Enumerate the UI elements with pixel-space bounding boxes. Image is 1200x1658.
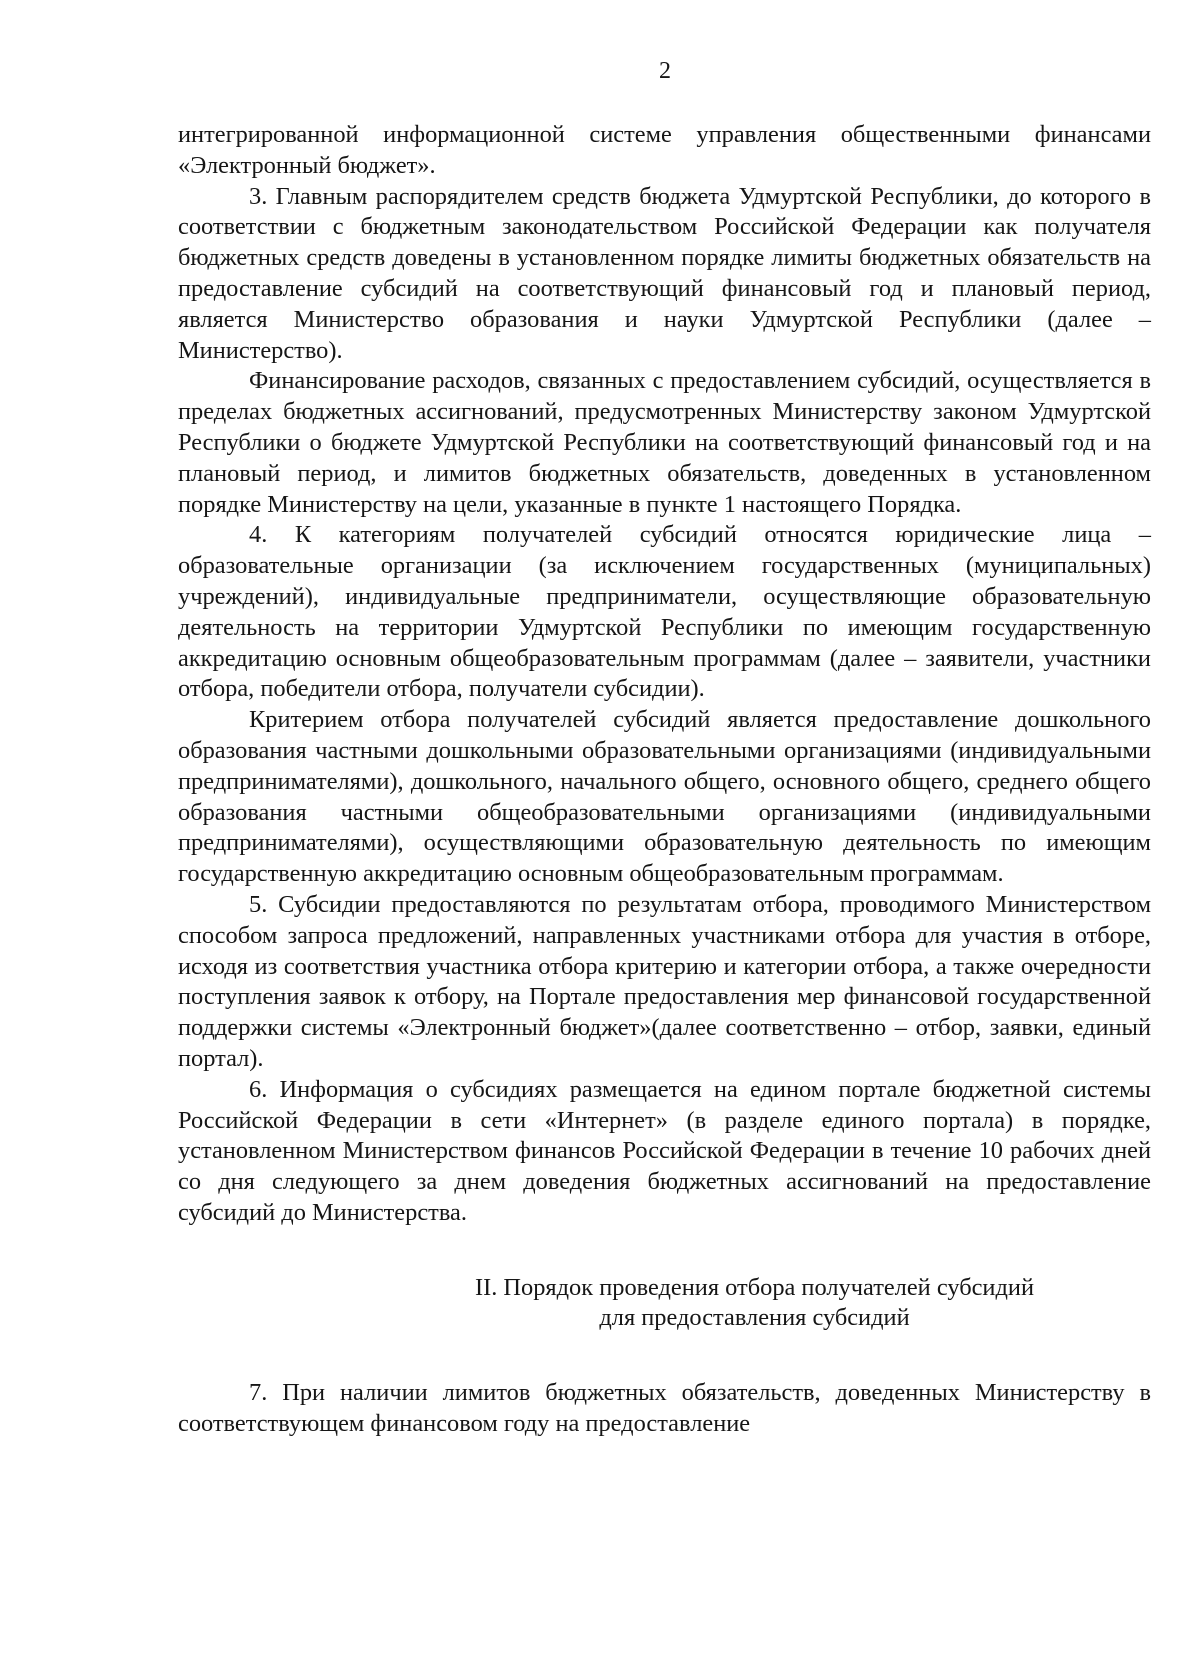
paragraph-continuation: интегрированной информационной системе управления общественными финансами «Электронный бюджет». [178, 121, 1151, 179]
section-heading-line-2: для предоставления субсидий [599, 1304, 910, 1332]
paragraph-3: 3. Главным распорядителем средств бюджета Удмуртской Республики, до которого в соответствии с бюджетным законодательством Российской Федерации как получателя бюджетных средств доведены в установленном порядке лимиты бюджетных обязательств на предоставление субсидий на соответствующий финансовый год и плановый период, является Министерство образования и науки Удмуртской Республики (далее – Министерство). [178, 182, 1151, 364]
page-number: 2 [659, 58, 671, 84]
paragraph-criterion: Критерием отбора получателей субсидий является предоставление дошкольного образования частными дошкольными образовательными организациями (индивидуальными предпринимателями), дошкольного, начального общего, основного общего, среднего общего образования частными общеобразовательными организациями (индивидуальными предпринимателями), осуществляющими образовательную деятельность по имеющим государственную аккредитацию основным общеобразовательным программам. [178, 706, 1151, 888]
paragraph-6: 6. Информация о субсидиях размещается на едином портале бюджетной системы Российской Федерации в сети «Интернет» (в разделе единого портала) в порядке, установленном Министерством финансов Российской Федерации в течение 10 рабочих дней со дня следующего за днем доведения бюджетных ассигнований на предоставление субсидий до Министерства. [178, 1075, 1151, 1226]
paragraph-7: 7. При наличии лимитов бюджетных обязательств, доведенных Министерству в соответствующем финансовом году на предоставление [178, 1379, 1151, 1438]
paragraph-5: 5. Субсидии предоставляются по результатам отбора, проводимого Министерством способом запроса предложений, направленных участниками отбора для участия в отборе, исходя из соответствия участника отбора критерию и категории отбора, а также очередности поступления заявок к отбору, на Портале предоставления мер финансовой государственной поддержки системы «Электронный бюджет»(далее соответственно – отбор, заявки, единый портал). [178, 890, 1151, 1072]
section-heading-line-1: II. Порядок проведения отбора получателей субсидий [474, 1273, 1035, 1301]
paragraph-4: 4. К категориям получателей субсидий относятся юридические лица – образовательные организации (за исключением государственных (муниципальных) учреждений), индивидуальные предприниматели, осуществляющие образовательную деятельность на территории Удмуртской Республики по имеющим государственную аккредитацию основным общеобразовательным программам (далее – заявители, участники отбора, победители отбора, получатели субсидии). [178, 521, 1151, 703]
paragraph-financing: Финансирование расходов, связанных с предоставлением субсидий, осуществляется в пределах бюджетных ассигнований, предусмотренных Министерству законом Удмуртской Республики о бюджете Удмуртской Республики на соответствующий финансовый год и на плановый период, и лимитов бюджетных обязательств, доведенных в установленном порядке Министерству на цели, указанные в пункте 1 настоящего Порядка. [178, 367, 1151, 518]
document-body [178, 120, 1151, 1440]
section-heading [178, 1273, 1151, 1335]
